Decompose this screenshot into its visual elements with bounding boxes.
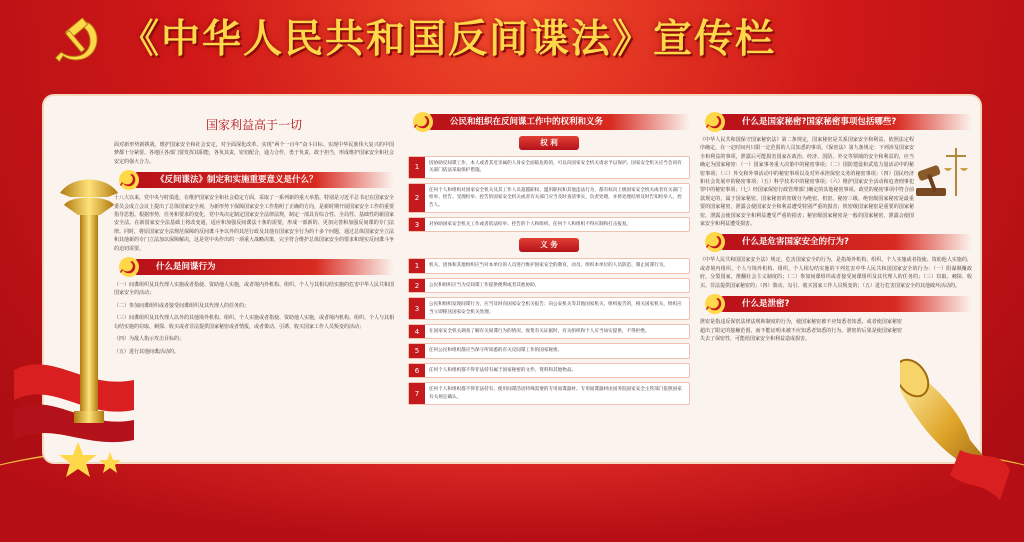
section-title: 公民和组织在反间谍工作中的权利和义务: [450, 117, 604, 127]
heading-national-interest: 国家利益高于一切: [205, 118, 302, 132]
section-banner: [424, 114, 690, 130]
item-number: 2: [409, 184, 425, 212]
gold-stars-decoration: [58, 440, 128, 480]
hammer-sickle-icon: [412, 111, 434, 133]
item-number: 7: [409, 383, 425, 404]
gavel-scale-icon: [912, 142, 968, 200]
item-number: 2: [409, 279, 425, 292]
item-text: 任何个人和组织对国家安全机关及其工作人员超越职权、滥用职权和其他违法行为，都有权向上级国家安全机关或者有关部门检举、控告。受理检举、控告的国家安全机关或者有关部门应当及时查清事实，负责处理，并将处理结果及时告知检举人、控告人。: [429, 187, 682, 208]
list-item: [408, 278, 690, 293]
section-title: 什么是危害国家安全的行为?: [742, 237, 849, 248]
item-text: 任何个人和组织都不得非法持有属于国家秘密的文件、资料和其他物品。: [429, 367, 577, 373]
list-item: （五）进行其他间谍活动的。: [114, 348, 180, 355]
section-banner: [716, 114, 972, 130]
endangering-text: 《中华人民共和国国家安全法》规定，危害国家安全的行为，是指境外机构、组织、个人实施或者指使、资助他人实施的，或者境内组织、个人与境外机构、组织、个人相勾结实施的下列危害中华人民共和国国家安全的行为：（一）阴谋颠覆政府，分裂国家，推翻社会主义制度的；（二）参加间谍组织或者接受间谍组织及其代理人的任务的；（三）窃取、刺探、收买、非法提供国家秘密的；（四）策动、勾引、收买国家工作人员叛变的；（五）进行危害国家安全的其他破坏活动的。: [700, 257, 972, 289]
item-number: 3: [409, 298, 425, 319]
hammer-sickle-icon: [118, 169, 140, 191]
item-text: 在国家安全机关调查了解有关间谍行为的情况、收集有关证据时，有关组织和个人应当如实提供，不得拒绝。: [429, 329, 650, 335]
section-banner: [130, 172, 394, 188]
item-text: 任何个人和组织都不得非法持有、使用间谍活动特殊需要的专用间谍器材。专用间谍器材由国务院国家安全主管部门依照国家有关规定确认。: [429, 387, 682, 400]
list-item: [408, 258, 690, 273]
huabiao-pillar-icon: [60, 175, 118, 425]
section-title: 什么是泄密?: [742, 299, 790, 310]
item-text: 机关、团体和其他组织应当对本单位的人员进行维护国家安全的教育，动员、组织本单位的人员防范、制止间谍行为。: [429, 263, 668, 269]
list-item: （三）间谍组织及其代理人以外的其他境外机构、组织、个人实施或者指使、资助他人实施，或者境内机构、组织、个人与其相勾结实施的窃取、刺探、收买或者非法提供国家秘密或者情报，或者策动、引诱、收买国家工作人员叛变的活动；: [114, 315, 394, 330]
section-title: 什么是间谍行为: [156, 262, 216, 273]
section-banner: [130, 259, 394, 275]
rights-label: 权 利: [519, 136, 579, 150]
list-item: [408, 217, 690, 232]
hammer-sickle-icon: [50, 16, 106, 66]
list-item: [408, 343, 690, 358]
hammer-sickle-icon: [118, 256, 140, 278]
item-number: 6: [409, 364, 425, 377]
list-item: [408, 363, 690, 378]
section-banner: [716, 296, 972, 312]
list-item: [408, 156, 690, 179]
trumpet-decoration: [900, 350, 1010, 500]
item-text: 因协助反间谍工作，本人或者其近亲属的人身安全面临危险的，可以向国家安全机关请求予以保护。国家安全机关应当会同有关部门依法采取保护措施。: [429, 161, 682, 174]
list-item: [408, 324, 690, 339]
hammer-sickle-icon: [704, 231, 726, 253]
significance-text: 十八大以来，党中央与时俱进，在维护国家安全和社会稳定方面，采取了一系列新的重大举措。特别是习近平总书记在国家安全委员会成立会议上提出了总体国家安全观，为新形势下保障国家安全工作指明了正确的方向，是新时期开展国家安全工作的重要指导思想。根据形势，任务和要求的变化，党中央决定制定国家安全法律法规，制定一部具有综合性、全局性、基础性的新国家安全法。在新国家安全法基础上将改变通，适应和加强反间谍法十条的需要，形成一部新的、更加完善和加强反间谍的专门法律。同时，将原国家安全法规范保障的反间谍斗争以外的其范行政及其他有国家安全行为的十多个问题，通过总体国家安全立法和其他新的专门立法加以保障解决，这是党中央作出的一项重大战略决策，完全符合维护总体国家安全的要求和现实反间谍斗争的迫切需要。: [114, 195, 394, 252]
column-left: [114, 102, 394, 456]
item-number: 1: [409, 259, 425, 272]
section-title: 《反间谍法》制定和实施重要意义是什么？: [156, 175, 318, 186]
section-title: 什么是国家秘密?国家秘密事项包括哪些?: [742, 117, 897, 127]
item-number: 5: [409, 344, 425, 357]
list-item: [408, 183, 690, 213]
state-secret-text: 《中华人民共和国保守国家秘密法》第二条规定，国家秘密是关系国家安全和利益，依照法定程序确定，在一定时间内只限一定范围的人员知悉的事项。《保密法》第九条规定：下列涉及国家安全和利益的事项，泄露后可能损害国家在政治、经济、国防、外交等领域的安全和利益的，应当确定为国家秘密：（一）国家事务重大决策中的秘密事项；（二）国防建设和武装力量活动中的秘密事项；（三）外交和外事活动中的秘密事项以及对外承担保密义务的秘密事项；（四）国民经济和社会发展中的秘密事项；（五）科学技术中的秘密事项；（六）维护国家安全活动和追查刑事犯罪中的秘密事项；（七）经国家保密行政管理部门确定的其他秘密事项。政党的秘密事项中符合前款规定的，属于国家秘密。国家秘密的密级分为绝密、机密、秘密三级。绝密级国家秘密是最重要的国家秘密，泄露会使国家安全和利益遭受特别严重的损害；机密级国家秘密是重要的国家秘密，泄露会使国家安全和利益遭受严重的损害；秘密级国家秘密是一般的国家秘密，泄露会使国家安全和利益遭受损害。: [700, 137, 914, 228]
item-number: 1: [409, 157, 425, 178]
column-middle: [408, 102, 690, 456]
list-item: （四）为敌人指示攻击目标的；: [114, 336, 185, 343]
item-text: 对协助国家安全机关工作或者依法检举、控告的个人和组织，任何个人和组织不得压制和打击报复。: [429, 222, 632, 228]
list-item: （一）间谍组织及其代理人实施或者指使、资助他人实施，或者境内外机构、组织、个人与其相勾结实施的危害中华人民共和国国家安全的活动；: [114, 282, 394, 297]
content-board: [44, 96, 980, 462]
hammer-sickle-icon: [704, 111, 726, 133]
item-text: 任何公民和组织都应当保守所知悉的有关反间谍工作的国家秘密。: [429, 348, 563, 354]
list-item: （二）参加间谍组织或者接受间谍组织及其代理人的任务的；: [114, 302, 250, 309]
item-number: 4: [409, 325, 425, 338]
item-text: 公民和组织发现间谍行为，应当及时向国家安全机关报告；向公安机关等其他国家机关、组织报告的，相关国家机关、组织应当立即移送国家安全机关处理。: [429, 302, 682, 315]
duties-label: 义 务: [519, 238, 579, 252]
page-title: 《中华人民共和国反间谍法》宣传栏: [120, 16, 777, 62]
item-text: 公民和组织应当为反间谍工作提供便利或者其他协助。: [429, 282, 540, 288]
list-item: [408, 297, 690, 320]
item-number: 3: [409, 218, 425, 231]
leak-text: 泄密是指违反保密法律法规和制度的行为，使国家秘密被不应知悉者知悉，或者使国家秘密超出了限定的接触范围，而不能证明未被不应知悉者知悉的行为。泄密的后果是使国家秘密失去了保密性，可能给国家安全和利益造成损害。: [700, 319, 902, 342]
hammer-sickle-icon: [704, 293, 726, 315]
intro-text: 面对新形势新挑战，维护国家安全和社会安定，对全面深化改革、实现“两个一百年”奋斗目标、实现中华民族伟大复兴的中国梦都十分紧要。各地区各部门要发挥其职能，各负其责，密切配合，通力合作，勇于负责、敢于担当，形成维护国家安全和社会安定的强大合力。: [114, 142, 394, 165]
list-item: [408, 382, 690, 405]
section-banner: [716, 234, 972, 250]
